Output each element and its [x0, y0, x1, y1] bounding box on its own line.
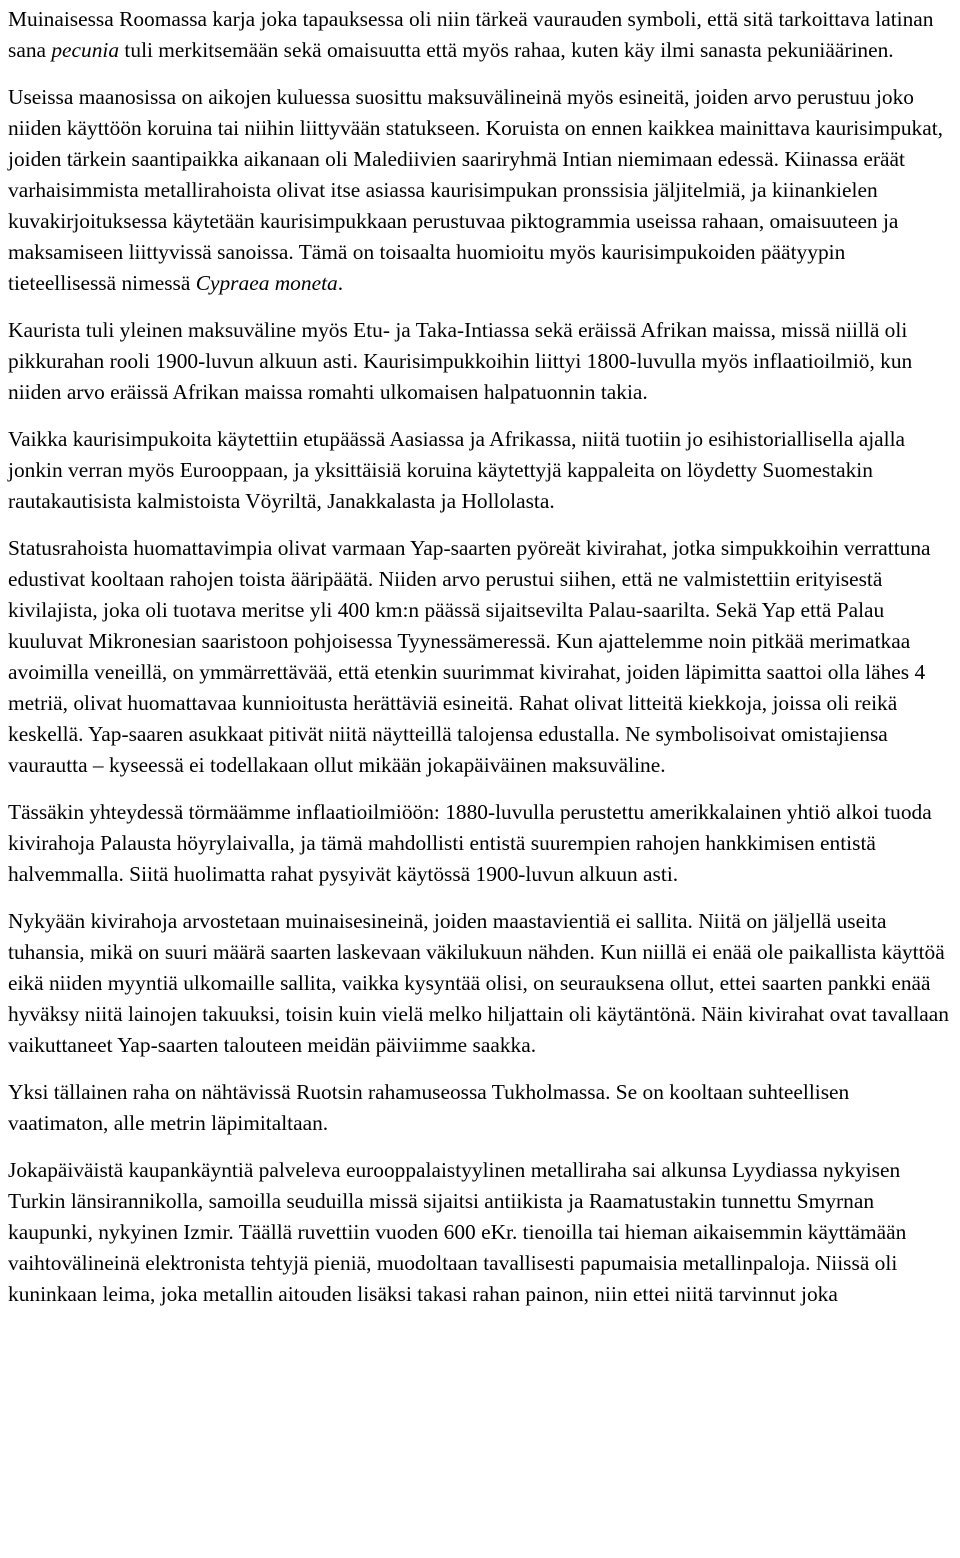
italic-term: Cypraea moneta: [195, 271, 338, 295]
paragraph-3: [8, 315, 954, 408]
text-run: Muinaisessa Roomassa karja joka tapauksessa oli niin tärkeä vaurauden symboli, että sitä tarkoittava latinan sana: [8, 7, 934, 62]
text-run: Useissa maanosissa on aikojen kuluessa suosittu maksuvälineinä myös esineitä, joiden arvo perustuu joko niiden käyttöön koruina tai niihin liittyvään statukseen. Koruista on ennen kaikkea mainittava kaurisimpukat, joiden tärkein saantipaikka aikanaan oli Malediivien saariryhmä Intian niemimaan edessä. Kiinassa eräät varhaisimmista metallirahoista olivat itse asiassa kaurisimpukan pronssisia jäljitelmiä, ja kiinankielen kuvakirjoituksessa käytetään kaurisimpukkaan perustuvaa piktogrammia useissa rahaan, omaisuuteen ja maksamiseen liittyvissä sanoissa. Tämä on toisaalta huomioitu myös kaurisimpukoiden päätyypin tieteellisessä nimessä: [8, 85, 944, 295]
paragraph-4: [8, 424, 954, 517]
text-run: Tässäkin yhteydessä törmäämme inflaatioilmiöön: 1880-luvulla perustettu amerikkalainen yhtiö alkoi tuoda kivirahoja Palausta höyrylaivalla, ja tämä mahdollisti entistä suurempien rahojen hankkimisen entistä halvemmalla. Siitä huolimatta rahat pysyivät käytössä 1900-luvun alkuun asti.: [8, 800, 932, 886]
text-run: Statusrahoista huomattavimpia olivat varmaan Yap-saarten pyöreät kivirahat, jotka simpukkoihin verrattuna edustivat kooltaan rahojen toista ääripäätä. Niiden arvo perustui siihen, että ne valmistettiin erityisestä kivilajista, joka oli tuotava meritse yli 400 km:n päässä sijaitsevilta Palau-saarilta. Sekä Yap että Palau kuuluvat Mikronesian saaristoon pohjoisessa Tyynessämeressä. Kun ajattelemme noin pitkää merimatkaa avoimilla veneillä, on ymmärrettävää, että etenkin suurimmat kivirahat, joiden läpimitta saattoi olla lähes 4 metriä, olivat huomattavaa kunnioitusta herättäviä esineitä. Rahat olivat litteitä kiekkoja, joissa oli reikä keskellä. Yap-saaren asukkaat pitivät niitä näytteillä talojensa edustalla. Ne symbolisoivat omistajiensa vaurautta – kyseessä ei todellakaan ollut mikään jokapäiväinen maksuväline.: [8, 536, 931, 777]
paragraph-6: [8, 797, 954, 890]
paragraph-2: [8, 82, 954, 299]
paragraph-5: [8, 533, 954, 781]
paragraph-1: [8, 4, 954, 66]
document-body: [8, 4, 954, 1310]
paragraph-9: [8, 1155, 954, 1310]
text-run: Vaikka kaurisimpukoita käytettiin etupäässä Aasiassa ja Afrikassa, niitä tuotiin jo esihistoriallisella ajalla jonkin verran myös Eurooppaan, ja yksittäisiä koruina käytettyjä kappaleita on löydetty Suomestakin rautakautisista kalmistoista Vöyriltä, Janakkalasta ja Hollolasta.: [8, 427, 906, 513]
paragraph-7: [8, 906, 954, 1061]
text-run: .: [337, 271, 344, 295]
text-run: Jokapäiväistä kaupankäyntiä palveleva eurooppalaistyylinen metalliraha sai alkunsa Lyydiassa nykyisen Turkin länsirannikolla, samoilla seuduilla missä sijaitsi antiikista ja Raamatustakin tunnettu Smyrnan kaupunki, nykyinen Izmir. Täällä ruvettiin vuoden 600 eKr. tienoilla tai hieman aikaisemmin käyttämään vaihtovälineinä elektronista tehtyjä pieniä, muodoltaan tavallisesti papumaisia metallinpaloja. Niissä oli kuninkaan leima, joka metallin aitouden lisäksi takasi rahan painon, niin ettei niitä tarvinnut joka: [8, 1158, 907, 1306]
text-run: tuli merkitsemään sekä omaisuutta että myös rahaa, kuten käy ilmi sanasta pekuniäärinen.: [119, 38, 894, 62]
paragraph-8: [8, 1077, 954, 1139]
italic-term: pecunia: [51, 38, 120, 62]
text-run: Nykyään kivirahoja arvostetaan muinaisesineinä, joiden maastavientiä ei sallita. Niitä on jäljellä useita tuhansia, mikä on suuri määrä saarten laskevaan väkilukuun nähden. Kun niillä ei enää ole paikallista käyttöä eikä niiden myyntiä ulkomaille sallita, vaikka kysyntää olisi, on seurauksena ollut, ettei saarten pankki enää hyväksy niitä lainojen takuuksi, toisin kuin vielä melko hiljattain oli käytäntönä. Näin kivirahat ovat tavallaan vaikuttaneet Yap-saarten talouteen meidän päiviimme saakka.: [8, 909, 949, 1057]
text-run: Kaurista tuli yleinen maksuväline myös Etu- ja Taka-Intiassa sekä eräissä Afrikan maissa, missä niillä oli pikkurahan rooli 1900-luvun alkuun asti. Kaurisimpukkoihin liittyi 1800-luvulla myös inflaatioilmiö, kun niiden arvo eräissä Afrikan maissa romahti ulkomaisen halpatuonnin takia.: [8, 318, 913, 404]
text-run: Yksi tällainen raha on nähtävissä Ruotsin rahamuseossa Tukholmassa. Se on kooltaan suhteellisen vaatimaton, alle metrin läpimitaltaan.: [8, 1080, 850, 1135]
